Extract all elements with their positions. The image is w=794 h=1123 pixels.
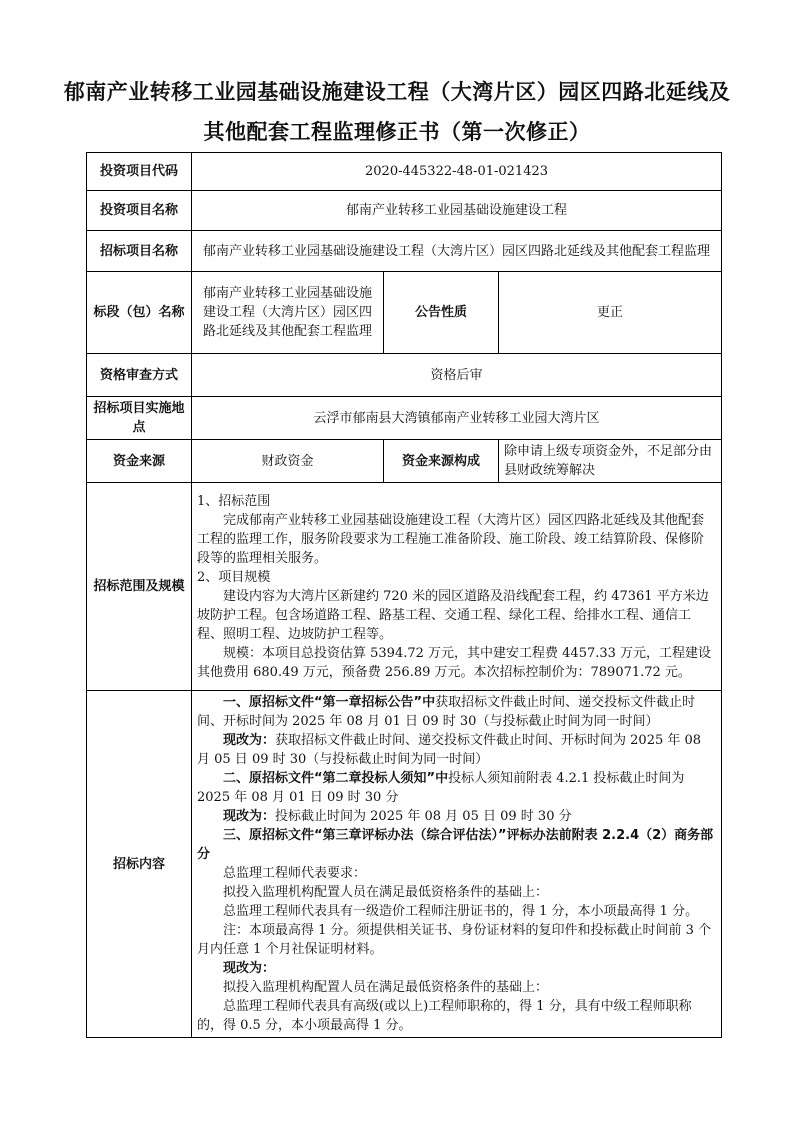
scope-paragraph-3: 规模：本项目总投资估算 5394.72 万元，其中建安工程费 4457.33 万元，工程建设其他费用 680.49 万元，预备费 256.89 万元。本次招标控制价为：789071.72 元。	[197, 645, 712, 680]
correction-form-table	[86, 152, 722, 1038]
change-3-new-condition: 拟投入监理机构配置人员在满足最低资格条件的基础上：	[223, 980, 549, 995]
change-1-original-heading: 一、原招标文件“第一章招标公告”中	[223, 695, 436, 710]
row-section-name	[87, 272, 722, 354]
project-code-value: 2020-445322-48-01-021423	[192, 153, 722, 191]
change-2-original-heading: 二、原招标文件“第二章投标人须知”中	[223, 771, 449, 786]
change-3-original-heading: 三、原招标文件“第三章评标办法（综合评估法）”评标办法前附表 2.2.4（2）商务部分	[197, 828, 714, 862]
section-name-label: 标段（包）名称	[87, 272, 192, 354]
scope-paragraph-1: 完成郁南产业转移工业园基础设施建设工程（大湾片区）园区四路北延线及其他配套工程的监理工作，服务阶段要求为工程施工准备阶段、施工阶段、竣工结算阶段、保修阶段等的监理相关服务。	[197, 512, 705, 566]
change-3-scoring: 总监理工程师代表具有一级造价工程师注册证书的，得 1 分，本小项最高得 1 分。	[223, 904, 699, 919]
qualification-review-value: 资格后审	[192, 354, 722, 397]
location-label: 招标项目实施地点	[87, 397, 192, 440]
change-3-requirement: 总监理工程师代表要求：	[223, 866, 367, 881]
scope-heading-2: 2、项目规模	[197, 569, 271, 585]
project-name-label: 投资项目名称	[87, 191, 192, 231]
change-3-note: 注：本项最高得 1 分。须提供相关证书、身份证材料的复印件和投标截止时间前 3 个月内任意 1 个月社保证明材料。	[197, 923, 712, 957]
funding-label: 资金来源	[87, 440, 192, 483]
row-tender-project-name	[87, 231, 722, 272]
change-2-new	[197, 807, 716, 826]
change-2-original-text: 投标人须知前附表 4.2.1 投标截止时间为 2025 年 08 月 01 日 09 时 30 分	[197, 771, 685, 805]
title-line-2: 其他配套工程监理修正书（第一次修正）	[203, 120, 591, 144]
row-scope	[87, 483, 722, 691]
change-3-new-heading: 现改为：	[223, 961, 276, 976]
scope-heading-1: 1、招标范围	[197, 493, 271, 509]
change-1-original-text: 获取招标文件截止时间、递交投标文件截止时间、开标时间为 2025 年 08 月 01 日 09 时 30（与投标截止时间为同一时间）	[197, 695, 696, 729]
section-name-value: 郁南产业转移工业园基础设施建设工程（大湾片区）园区四路北延线及其他配套工程监理	[192, 272, 384, 354]
scope-paragraph-2: 建设内容为大湾片区新建约 720 米的园区道路及沿线配套工程，约 47361 平方米边坡防护工程。包含场道路工程、路基工程、交通工程、绿化工程、给排水工程、通信工程、照明工程、边坡防护工程等。	[197, 588, 709, 642]
change-2-new-text: 投标截止时间为 2025 年 08 月 05 日 09 时 30 分	[275, 809, 572, 824]
scope-label: 招标范围及规模	[87, 483, 192, 691]
content-body	[192, 691, 722, 1038]
funding-value: 财政资金	[192, 440, 384, 483]
change-3-new-scoring: 总监理工程师代表具有高级(或以上)工程师职称的，得 1 分，具有中级工程师职称的，得 0.5 分，本小项最高得 1 分。	[197, 999, 692, 1033]
document-title	[40, 72, 754, 152]
qualification-review-label: 资格审查方式	[87, 354, 192, 397]
change-2-new-heading: 现改为：	[223, 809, 276, 824]
row-funding	[87, 440, 722, 483]
notice-type-label: 公告性质	[384, 272, 499, 354]
change-1-new-text: 获取招标文件截止时间、递交投标文件截止时间、开标时间为 2025 年 08 月 05 日 09 时 30（与投标截止时间为同一时间）	[197, 733, 702, 767]
tender-project-name-label: 招标项目名称	[87, 231, 192, 272]
change-1-original	[197, 693, 716, 731]
row-location	[87, 397, 722, 440]
project-code-label: 投资项目代码	[87, 153, 192, 191]
row-content	[87, 691, 722, 1038]
funding-composition-value: 除申请上级专项资金外，不足部分由县财政统筹解决	[499, 440, 722, 483]
change-2-original	[197, 769, 716, 807]
row-project-name	[87, 191, 722, 231]
change-1-new-heading: 现改为：	[223, 733, 276, 748]
row-qualification-review	[87, 354, 722, 397]
location-value: 云浮市郁南县大湾镇郁南产业转移工业园大湾片区	[192, 397, 722, 440]
change-3-condition: 拟投入监理机构配置人员在满足最低资格条件的基础上：	[223, 885, 549, 900]
change-1-new	[197, 731, 716, 769]
scope-content	[192, 483, 722, 691]
tender-project-name-value: 郁南产业转移工业园基础设施建设工程（大湾片区）园区四路北延线及其他配套工程监理	[192, 231, 722, 272]
funding-composition-label: 资金来源构成	[384, 440, 499, 483]
notice-type-value: 更正	[499, 272, 722, 354]
project-name-value: 郁南产业转移工业园基础设施建设工程	[192, 191, 722, 231]
content-label: 招标内容	[87, 691, 192, 1038]
title-line-1: 郁南产业转移工业园基础设施建设工程（大湾片区）园区四路北延线及	[63, 80, 731, 104]
row-project-code	[87, 153, 722, 191]
